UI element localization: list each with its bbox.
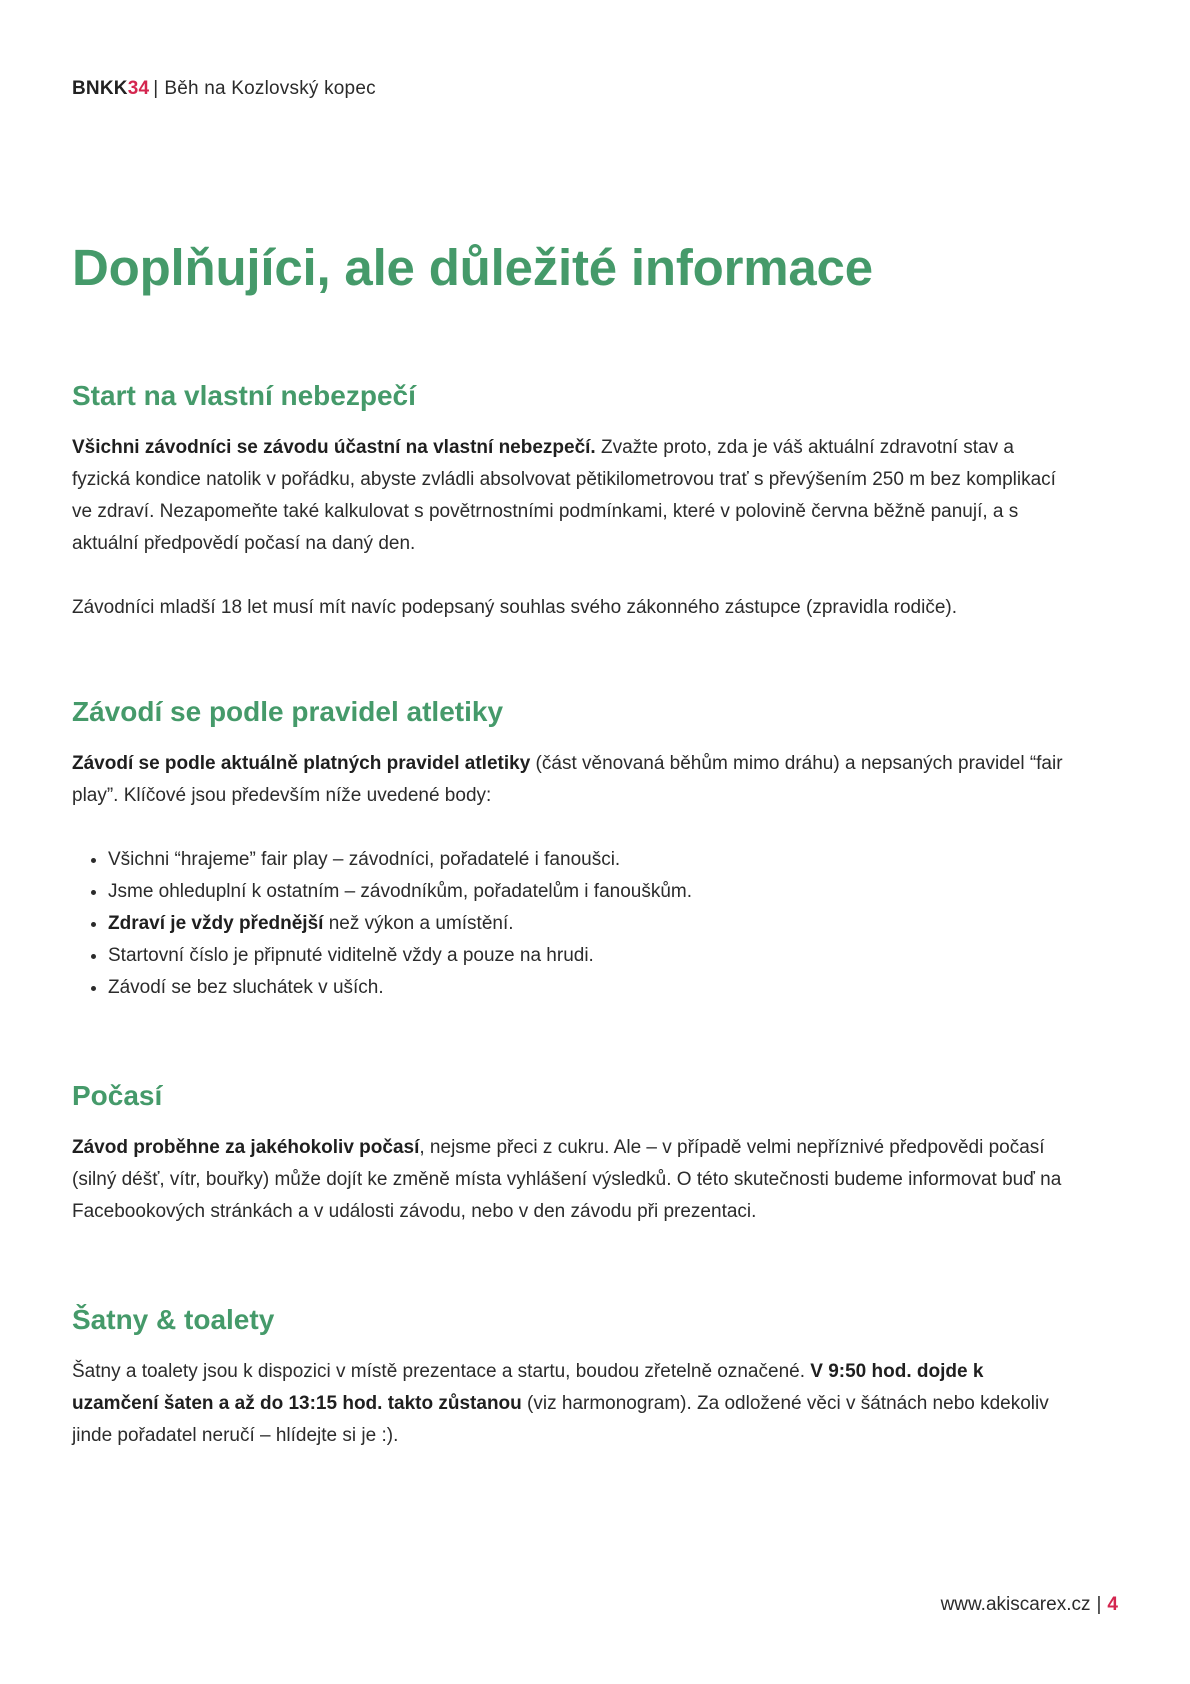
section-heading-weather: Počasí bbox=[72, 1080, 163, 1111]
brand-name: BNKK bbox=[72, 78, 128, 99]
list-item bbox=[108, 972, 1072, 1004]
section-weather-paragraph bbox=[72, 1132, 1072, 1228]
list-item-bold: Zdraví je vždy přednější bbox=[108, 913, 324, 934]
list-item-text: Závodí se bez sluchátek v uších. bbox=[108, 977, 384, 998]
list-item-text: Startovní číslo je připnuté viditelně vždy a pouze na hrudi. bbox=[108, 945, 594, 966]
section-rules-bold-lead: Závodí se podle aktuálně platných pravidel atletiky bbox=[72, 753, 531, 774]
list-item bbox=[108, 844, 1072, 876]
page-footer bbox=[941, 1594, 1118, 1616]
list-item bbox=[108, 876, 1072, 908]
footer-url: www.akiscarex.cz bbox=[940, 1594, 1091, 1615]
section-weather-bold-lead: Závod proběhne za jakéhokoliv počasí bbox=[72, 1137, 420, 1158]
section-start-paragraph-1 bbox=[72, 432, 1072, 560]
section-heading-rules: Závodí se podle pravidel atletiky bbox=[72, 696, 504, 727]
list-item-text: než výkon a umístění. bbox=[323, 913, 514, 934]
section-weather bbox=[72, 1080, 1072, 1228]
section-lockers-text-end: (viz harmonogram). Za odložené věci v šátnách nebo kdekoliv jinde pořadatel neručí – hlídejte si je :). bbox=[72, 1393, 1049, 1446]
list-item bbox=[108, 940, 1072, 972]
section-lockers-paragraph bbox=[72, 1356, 1072, 1452]
section-lockers bbox=[72, 1304, 1072, 1452]
section-start-bold-lead: Všichni závodníci se závodu účastní na vlastní nebezpečí. bbox=[72, 437, 596, 458]
list-item-text: Jsme ohleduplní k ostatním – závodníkům, pořadatelům i fanouškům. bbox=[108, 881, 693, 902]
brand-number: 34 bbox=[127, 78, 150, 99]
section-rules-text: (část věnovaná běhům mimo dráhu) a nepsaných pravidel “fair play”. Klíčové jsou především níže uvedené body: bbox=[72, 753, 1063, 806]
section-heading-start: Start na vlastní nebezpečí bbox=[72, 380, 416, 411]
page-number: 4 bbox=[1107, 1594, 1118, 1615]
page-title: Doplňujíci, ale důležité informace bbox=[72, 239, 873, 296]
section-lockers-bold: V 9:50 hod. dojde k uzamčení šaten a až do 13:15 hod. takto zůstanou bbox=[72, 1361, 984, 1414]
header-separator: | bbox=[153, 78, 159, 99]
section-weather-text: , nejsme přeci z cukru. Ale – v případě velmi nepříznivé předpovědi počasí (silný déšť, vítr, bouřky) může dojít ke změně místa vyhlášení výsledků. O této skutečnosti budeme informovat buď na Facebookových stránkách a v události závodu, nebo v den závodu při prezentaci. bbox=[72, 1137, 1062, 1222]
section-start bbox=[72, 380, 1072, 624]
footer-separator: | bbox=[1096, 1594, 1102, 1615]
section-start-paragraph-2: Závodníci mladší 18 let musí mít navíc podepsaný souhlas svého zákonného zástupce (zpravidla rodiče). bbox=[72, 597, 958, 618]
section-rules bbox=[72, 696, 1072, 1004]
header-subtitle: Běh na Kozlovský kopec bbox=[164, 78, 376, 99]
section-start-text: Zvažte proto, zda je váš aktuální zdravotní stav a fyzická kondice natolik v pořádku, abyste zvládli absolvovat pětikilometrovou trať s převýšením 250 m bez komplikací ve zdraví. Nezapomeňte také kalkulovat s povětrnostními podmínkami, které v polovině června běžně panují, a s aktuální předpovědí počasí na daný den. bbox=[72, 437, 1056, 554]
section-heading-lockers: Šatny & toalety bbox=[72, 1304, 275, 1335]
running-header bbox=[72, 78, 376, 100]
section-rules-paragraph bbox=[72, 748, 1072, 812]
section-lockers-text-start: Šatny a toalety jsou k dispozici v místě prezentace a startu, boudou zřetelně označené. bbox=[72, 1361, 811, 1382]
list-item bbox=[108, 908, 1072, 940]
rules-bullet-list bbox=[72, 844, 1072, 1004]
list-item-text: Všichni “hrajeme” fair play – závodníci, pořadatelé i fanoušci. bbox=[108, 849, 621, 870]
